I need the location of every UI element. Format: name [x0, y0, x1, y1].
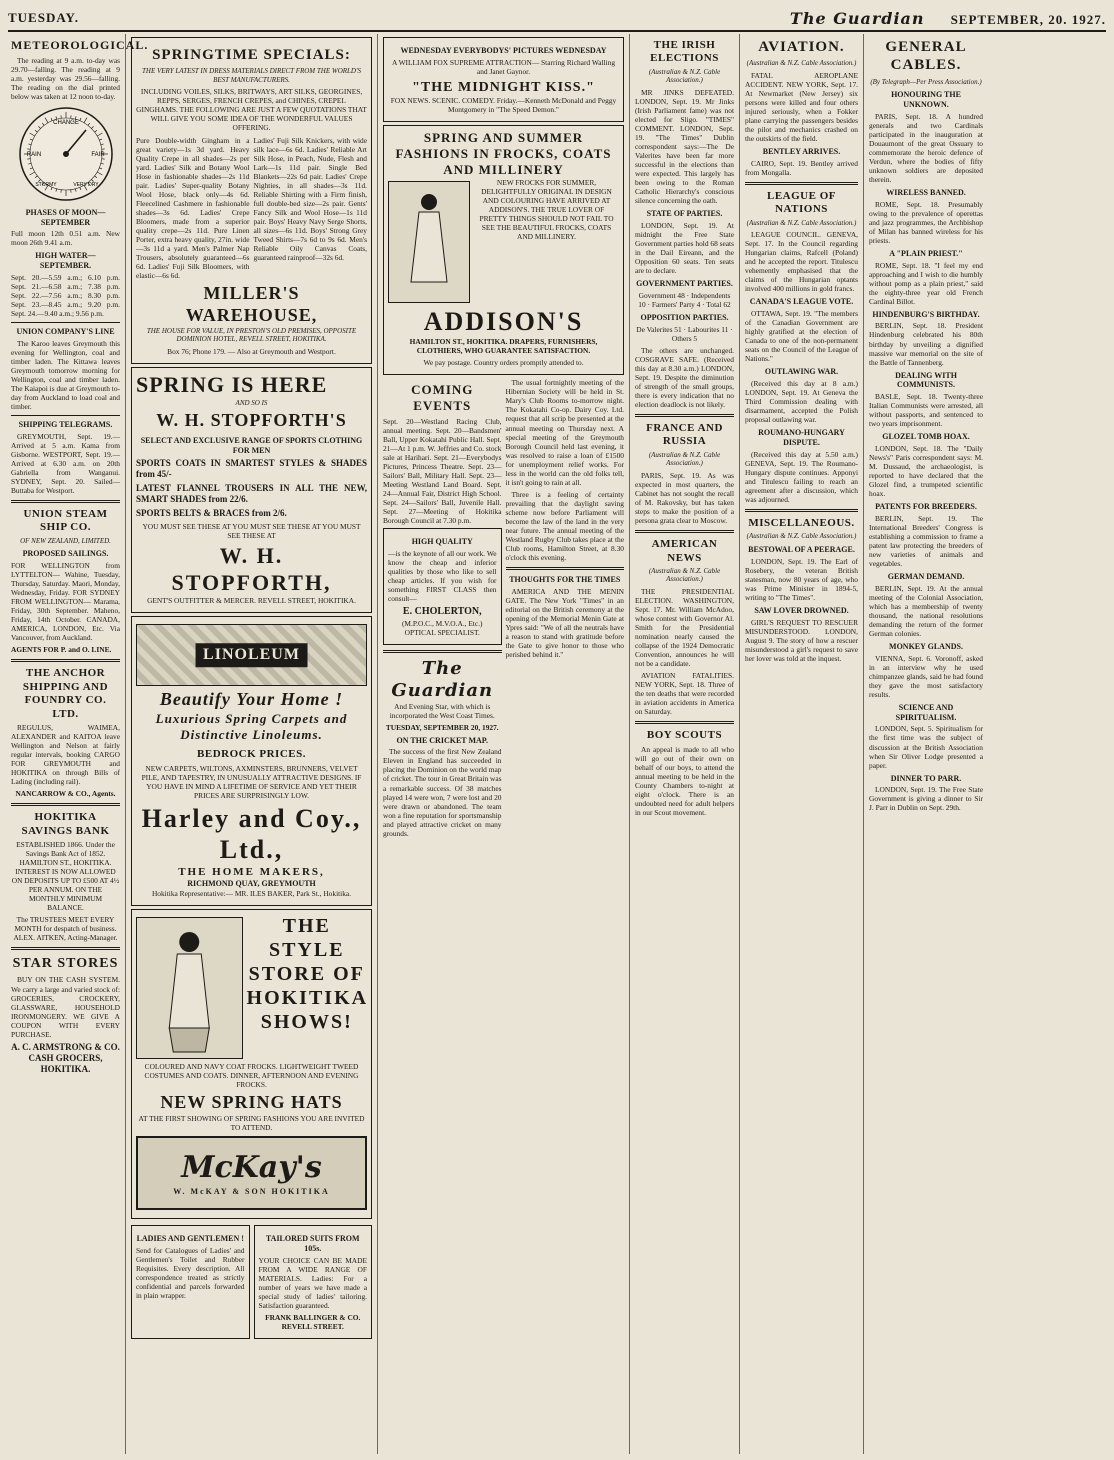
- anchor-text: REGULUS, WAIMEA, ALEXANDER and KAITOA leave Wellington and Nelson at fairly regular intervals, booking CARGO FOR GREYMOUTH and HOKITIKA on through Bills of Lading (including rail).: [11, 723, 120, 787]
- communists-heading: DEALING WITH COMMUNISTS.: [895, 370, 957, 390]
- star-stores-heading: STAR STORES: [12, 956, 119, 972]
- communists-text: BASLE, Sept. 18. Twenty-three Italian Communists were arrested, all without passports, and sentenced to two years imprisonment.: [869, 392, 983, 429]
- linoleum-subheading: Luxurious Spring Carpets and Distinctive Linoleums.: [155, 711, 348, 743]
- guardian-article-text: The success of the first New Zealand Eleven in England has succeeded in placing the Dominion on the world map of cricket. The tour in Great Britain was a remarkable success. Of 38 matches played 14 were won, 7 were lost and 20 were drawn or abandoned. The team won a fine reputation for sportsmanship and played attractive cricket on many grounds.: [383, 747, 502, 838]
- state-heading: STATE OF PARTIES.: [646, 209, 723, 219]
- harley-subheading: THE HOME MAKERS,: [178, 866, 325, 879]
- anchor-agent: NANCARROW & CO., Agents.: [15, 789, 116, 799]
- dinner-heading: DINNER TO PARR.: [890, 773, 962, 783]
- science-text: LONDON, Sept. 5. Spiritualism for the first time was the subject of discussion at the British Association when Sir Oliver Lodge presented a paper.: [869, 724, 983, 770]
- springtime-items-left: Pure Double-width Gingham in a great variety—1s 3d yard. Heavy Quality Crepe in all shades—2s per yard. Ladies' Silk and Botany Wool Hose in fashionable shades—2s 11d pair. Ladies' Super-quality Botany Wool Hose, black only—4s 6d. Fleecelined Cashmere in fashionable shades—3s 6d. Ladies' Crepe Bloomers, made from a superior quality crepe—2s 11d. Pure Linen Porter, extra heavy quality, 27in. wide—3s 11d a yard. Men's Palmer Nap Trousers, absolutely guaranteed—6s 6d. Ladies' Fuji Silk Bloomers, with elastic—6s 6d.: [136, 135, 250, 280]
- usco-subheading: OF NEW ZEALAND, LIMITED.: [20, 536, 111, 545]
- stopforth-footer: GENT'S OUTFITTER & MERCER. REVELL STREET, HOKITIKA.: [147, 596, 356, 606]
- patents-heading: PATENTS FOR BREEDERS.: [875, 502, 977, 512]
- linoleum-logo: LINOLEUM: [195, 644, 308, 668]
- aviation-heading: AVIATION.: [758, 39, 845, 55]
- miscellaneous-heading: MISCELLANEOUS.: [748, 516, 855, 529]
- star-stores-text: BUY ON THE CASH SYSTEM. We carry a large and varied stock of: GROCERIES, CROCKERY, GLASSWARE, HOUSEHOLD IRONMONGERY. WE GIVE A COUPON WITH EVERY PURCHASE.: [11, 975, 120, 1039]
- column-4: [630, 34, 740, 1454]
- dial-label-change: CHANGE: [52, 119, 79, 126]
- pictures-ad: [383, 37, 624, 122]
- stopforth-ad: [131, 367, 372, 613]
- science-heading: SCIENCE AND SPIRITUALISM.: [895, 702, 957, 722]
- savings-heading: HOKITIKA SAVINGS BANK: [21, 811, 110, 837]
- stopforth-name: W. H. STOPFORTH'S: [156, 410, 347, 431]
- patents-text: BERLIN, Sept. 19. The International Breeders' Congress is establishing a commission to frame a patent law protecting the breeders of new varieties of animals and vegetables.: [869, 513, 983, 569]
- column-3: [378, 34, 630, 1454]
- league-heading: LEAGUE OF NATIONS: [767, 189, 836, 216]
- union-text: The Karoo leaves Greymouth this evening for Wellington, coal and timber laden. The Kittawa leaves Greymouth tomorrow morning for Wellington, coal and timber laden. The Kaiapoi is due at Greymouth to-day from Auckland to load coal and timber.: [11, 338, 120, 411]
- savings-text: ESTABLISHED 1866. Under the Savings Bank Act of 1852. HAMILTON ST., HOKITIKA. INTEREST IS NOW ALLOWED ON DEPOSITS UP TO £500 AT 4½ PER ANNUM. ON THE MONTHLY MINIMUM BALANCE.: [11, 840, 120, 913]
- peerage-heading: BESTOWAL OF A PEERAGE.: [748, 544, 855, 554]
- coming-events-heading: COMING EVENTS: [411, 382, 474, 414]
- column-5: [740, 34, 864, 1454]
- masthead-day: TUESDAY.: [8, 10, 79, 25]
- general-cables-heading: GENERAL CABLES.: [885, 39, 967, 74]
- style-store-ad: [131, 909, 372, 1219]
- irish-heading: THE IRISH ELECTIONS: [650, 39, 719, 65]
- usco-agents: AGENTS FOR P. and O. LINE.: [11, 645, 112, 655]
- stopforth-range: SELECT AND EXCLUSIVE RANGE OF SPORTS CLOTHING FOR MEN: [140, 436, 363, 456]
- mckay-logo: [136, 1136, 367, 1210]
- cholerton-text: —is the keynote of all our work. We know the cheap and inferior qualities by those who like to sell cheap articles. If you wish for something FIRST CLASS then consult—: [388, 549, 497, 604]
- stopforth-see: YOU MUST SEE THESE AT YOU MUST SEE THESE AT YOU MUST SEE THESE AT: [142, 521, 361, 540]
- springtime-items-right: Ladies' Fuji Silk Knickers, with wide silk lace—6s 6d. Ladies' Reliable Art Silk Hose, in Peach, Nude, Flesh and Lark—1s 11d pair. Single Bed Blankets—22s 6d pair. Ladies' Crepe Nighties, in all shades—3s 11d. Reliable Shirting with a Firm finish, full double-bed size—2s pair. Gents' Fancy Silk and Wool Hose—1s 11d pair. Boys' Heavy Navy Serge Shorts, all sizes—6s 11d. Boys' Strong Grey Tweed Shirts—7s 6d to 9s 6d. Men's Reliable Oily Canvas Coats, guaranteed rainproof—32s 6d.: [253, 135, 367, 262]
- government-heading: GOVERNMENT PARTIES.: [636, 279, 733, 289]
- honouring-heading: HONOURING THE UNKNOWN.: [891, 90, 961, 109]
- plain-priest-text: ROME, Sept. 18. "I feel my end approaching and I wish to die humbly without pomp as a plain priest," said the eighty-three year old French Cardinal Billot.: [869, 260, 983, 306]
- peerage-text: LONDON, Sept. 19. The Earl of Rosebery, the veteran British statesman, now 80 years of age, who was Prime Minister in 1894-5, writing to "The Times".: [745, 556, 858, 602]
- bentley-heading: BENTLEY ARRIVES.: [762, 147, 841, 157]
- millers-heading: MILLER'S WAREHOUSE,: [185, 283, 318, 325]
- dial-label-very-dry: VERY DRY: [72, 181, 99, 188]
- american-heading: AMERICAN NEWS: [651, 538, 718, 564]
- irish-text: MR JINKS DEFEATED. LONDON, Sept. 19. Mr Jinks (Irish Parliament fame) was not elected for Sligo. "TIMES" COMMENT. LONDON, Sept. 19. "The Times" Dublin correspondent says:—The De Valerites have been far more successful in the elections than were expected. This largely has been owing to the Roman Catholic Hierarchy's conscious silence concerning the oath.: [635, 87, 734, 206]
- ladies-text: Send for Catalogues of Ladies' and Gentlemen's Toilet and Rubber Requisites. Every description. All correspondence treated as strictly confidential and parcels forwarded in plain wrapper.: [136, 1246, 245, 1301]
- dial-label-stormy: STORMY: [34, 181, 57, 188]
- masthead: [8, 6, 1106, 32]
- addison-name: ADDISON'S: [423, 306, 584, 336]
- guardian-article-heading: ON THE CRICKET MAP.: [396, 735, 488, 745]
- guardian-heading: The Guardian: [391, 657, 494, 701]
- thoughts-heading: THOUGHTS FOR THE TIMES: [509, 574, 621, 584]
- ladies-gentlemen-ad: [131, 1225, 250, 1339]
- linoleum-ad: [131, 616, 372, 906]
- phases-text: Full moon 12th 0.51 a.m. New moon 26th 9.41 a.m.: [11, 229, 120, 248]
- german-demand-heading: GERMAN DEMAND.: [887, 572, 965, 582]
- state-text: LONDON, Sept. 19. At midnight the Free State Government parties hold 68 seats in the Dail Eireann, and the Opposition 60 seats. Ten seats are to declare.: [635, 221, 734, 276]
- stopforth-flannel: LATEST FLANNEL TROUSERS IN ALL THE NEW, SMART SHADES from 22/6.: [136, 482, 367, 504]
- linoleum-tagline: Beautify Your Home !: [159, 689, 344, 710]
- boy-scouts-heading: BOY SCOUTS: [646, 729, 723, 742]
- guardian-date: TUESDAY, SEPTEMBER 20, 1927.: [385, 722, 499, 732]
- opposition-rows: De Valerites 51 · Labourites 11 · Others 5: [636, 324, 733, 343]
- high-water-text: Sept. 20.—5.59 a.m.; 6.10 p.m. Sept. 21.—6.58 a.m.; 7.38 p.m. Sept. 22.—7.56 a.m.; 8.30 p.m. Sept. 23.—8.45 a.m.; 9.20 p.m. Sept. 24.—9.40 a.m.; 9.56 p.m.: [11, 272, 120, 318]
- fashion-illustration: [136, 917, 243, 1059]
- shipping-heading: SHIPPING TELEGRAMS.: [18, 420, 113, 429]
- canada-text: OTTAWA, Sept. 19. "The members of the Canadian Government are highly gratified at the election of Canada to one of the non-permanent seats on the Council of the League of Nations.": [745, 309, 858, 364]
- hindenburg-heading: HINDENBURG'S BIRTHDAY.: [872, 309, 980, 319]
- general-cables-subheading: (By Telegraph—Per Press Association.): [870, 77, 982, 86]
- usco-proposed: PROPOSED SAILINGS.: [22, 549, 109, 559]
- saw-lover-text: GIRL'S REQUEST TO RESCUER MISUNDERSTOOD. LONDON, August 9. The story of how a rescuer misunderstood a girl's request to save her lover was told at the inquest.: [745, 617, 858, 663]
- miscellaneous-subheading: (Australian & N.Z. Cable Association.): [746, 532, 857, 541]
- government-rows: Government 48 · Independents 10 · Farmers' Party 4 · Total 62: [638, 290, 731, 309]
- american-text: THE PRESIDENTIAL ELECTION. WASHINGTON, Sept. 17. Mr. William McAdoo, whose contest with Governor Al. Smith for the Presidential nomination nearly caused the collapse of the 1924 Democratic Convention, announces he will not be a candidate.: [635, 587, 734, 669]
- addison-footer: We pay postage. Country orders promptly attended to.: [423, 358, 584, 368]
- bedrock-heading: BEDROCK PRICES.: [197, 748, 306, 761]
- opposition-heading: OPPOSITION PARTIES.: [640, 313, 729, 323]
- union-heading: UNION COMPANY'S LINE: [16, 327, 115, 336]
- cholerton-heading: HIGH QUALITY: [411, 537, 473, 547]
- masthead-paper-title: The Guardian: [789, 8, 925, 28]
- france-heading: FRANCE AND RUSSIA: [646, 422, 723, 448]
- usco-heading: UNION STEAM SHIP CO.: [23, 507, 108, 534]
- phases-heading: PHASES OF MOON—SEPTEMBER: [25, 207, 106, 227]
- woman-figure-icon: [137, 918, 242, 1058]
- coming-events-text: Sept. 20—Westland Racing Club, annual meeting. Sept. 20—Bandsmen' Ball, Upper Kokatahi Public Hall. Sept. 21—At 1 p.m. W. Jeffries and Co. stock sale at Harihari. Sept. 21—Everybodys Pictures, Princess Theatre. Sept. 23—Sailors' Ball, Military Hall. Sept. 23—Meeting Westland Land Board. Sept. 24—Annual Fair, District High School. Sept. 24—Sailors' Ball, Juvenile Hall. Sept. 27—Meeting of Hokitika Borough Council at 7.30 p.m.: [383, 417, 502, 526]
- star-stores-footer: A. C. ARMSTRONG & CO. CASH GROCERS, HOKITIKA.: [11, 1041, 120, 1074]
- monkey-glands-heading: MONKEY GLANDS.: [889, 642, 963, 652]
- millers-subheading: THE HOUSE FOR VALUE, IN PRESTON'S OLD PREMISES, OPPOSITE DOMINION HOTEL, REVELL STREET, HOKITIKA.: [146, 326, 357, 344]
- springtime-subheading: THE VERY LATEST IN DRESS MATERIALS DIRECT FROM THE WORLD'S BEST MANUFACTURERS.: [142, 67, 361, 84]
- savings-trustees: The TRUSTEES MEET EVERY MONTH for despatch of business. ALEX. AITKEN, Acting-Manager.: [13, 915, 118, 943]
- stopforth-and-so-is: AND SO IS: [235, 398, 268, 407]
- style-store-heading: THE STYLE STORE OF HOKITIKA SHOWS!: [246, 915, 369, 1034]
- addison-address: HAMILTON ST., HOKITIKA. DRAPERS, FURNISHERS, CLOTHIERS, WHO GUARANTEE SATISFACTION.: [409, 337, 598, 356]
- mckay-name: McKay's: [181, 1150, 322, 1186]
- linoleum-illustration: [136, 624, 367, 686]
- glozel-heading: GLOZEL TOMB HOAX.: [882, 432, 970, 442]
- boy-scouts-text: An appeal is made to all who will go out of their own on behalf of our boys, to attend the annual meeting to be held in the County Chambers to-night at eight o'clock. There is an undoubted need for adult helpers in our Scout movement.: [635, 744, 734, 818]
- usco-text: FOR WELLINGTON from LYTTELTON— Wahine, Tuesday, Thursday, Saturday. Maori, Monday, Wednesday, Friday. FOR SYDNEY FROM WELLINGTON— Marama, Friday, 30th September. Maheno, Friday, 14th October. CANADA, AMERICA, LONDON, Etc. Via Vancouver, from Auckland.: [11, 561, 120, 643]
- tailored-heading: TAILORED SUITS FROM 105s.: [265, 1234, 360, 1254]
- column-1: [6, 34, 149, 1454]
- guardian-subheading: And Evening Star, with which is incorporated the West Coast Times.: [389, 701, 495, 720]
- aviation-fatalities: AVIATION FATALITIES. NEW YORK, Sept. 18. Three of the ten deaths that were recorded in aviation accidents in America on Saturday.: [635, 671, 734, 717]
- mckay-tagline: W. McKAY & SON HOKITIKA: [173, 1186, 330, 1196]
- harley-heading: Harley and Coy., Ltd.,: [141, 803, 362, 865]
- tailored-footer: FRANK BALLINGER & CO. REVELL STREET.: [265, 1313, 361, 1332]
- france-subheading: (Australian & N.Z. Cable Association.): [648, 450, 721, 468]
- aviation-subheading: (Australian & N.Z. Cable Association.): [746, 59, 857, 68]
- style-store-text: COLOURED AND NAVY COAT FROCKS. LIGHTWEIGHT TWEED COSTUMES AND COATS. DINNER, AFTERNOON AND EVENING FROCKS.: [144, 1062, 359, 1090]
- spring-hats-heading: NEW SPRING HATS: [160, 1092, 343, 1113]
- irish-subheading: (Australian & N.Z. Cable Association.): [648, 67, 721, 85]
- local-news-text: The usual fortnightly meeting of the Hibernian Society will be held in St. Mary's Club Rooms to-morrow night. The Kokatahi Co-op. Dairy Coy. Ltd. request that all scrip be presented at the annual meeting on Thursday next. A special meeting of the Greymouth Borough Council held last evening, it was resolved to raise a loan of £1500 for unemployment relief works. For less in the world can the old folks tell, it isn't going to rain at all.: [505, 378, 624, 487]
- aviation-text: FATAL AEROPLANE ACCIDENT. NEW YORK, Sept. 17. At Newmarket (New Jersey) six persons were killed and four others injured seriously, when a Fokker plane carrying the passengers besides the pilot and mechanics crashed on the outskirts of the field.: [745, 70, 858, 144]
- cholerton-name: E. CHOLERTON,: [402, 606, 482, 618]
- meteorological-heading: METEOROLOGICAL.: [11, 38, 149, 52]
- german-demand-text: BERLIN, Sept. 19. At the annual meeting of the Colonial Association, which has a membership of twenty thousand, the national resolutions demanding the return of the former German colonies.: [869, 583, 983, 638]
- monkey-glands-text: VIENNA, Sept. 6. Voronoff, asked in an interview why he used chimpanzee glands, said he had found they gave the most satisfactory results.: [869, 653, 983, 699]
- tailored-text: YOUR CHOICE CAN BE MADE FROM A WIDE RANGE OF MATERIALS. Ladies: For a number of years we have made a special study of ladies' tailoring. Satisfaction guaranteed.: [258, 1255, 367, 1311]
- addison-illustration: [388, 181, 470, 303]
- thoughts-text: AMERICA AND THE MENIN GATE. The New York "Times" in an editorial on the British ceremony at the opening of the Memorial Menin Gate at Ypres said: "We of all the neutrals have a reason to stand with gratitude before the Gate to give honor to those who perished behind it.": [505, 586, 624, 659]
- harley-representative: Hokitika Representative:— MR. ILES BAKER, Park St., Hokitika.: [151, 889, 352, 899]
- addison-heading: SPRING AND SUMMER FASHIONS IN FROCKS, COATS AND MILLINERY: [395, 129, 612, 177]
- honouring-text: PARIS, Sept. 18. A hundred generals and two Cardinals participated in the inauguration at Douaumont of the great Ossuary to commemorate the heroic defence of Verdun, where the bodies of fifty unknown soldiers are deposited therein.: [869, 111, 983, 184]
- springtime-specials-ad: [131, 37, 372, 364]
- barometer-dial: [16, 104, 116, 204]
- spring-hats-text: AT THE FIRST SHOWING OF SPRING FASHIONS YOU ARE INVITED TO ATTEND.: [138, 1114, 365, 1133]
- glozel-text: LONDON, Sept. 18. The "Daily News's" Paris correspondent says: M. M. Dussaud, the archaeologist, is reported to have declared that the Glozel find, a trumpeted scientific hoax.: [869, 443, 983, 499]
- bentley-text: CAIRO, Sept. 19. Bentley arrived from Mongalla.: [745, 158, 858, 177]
- ladies-heading: LADIES AND GENTLEMEN !: [136, 1234, 244, 1244]
- dinner-text: LONDON, Sept. 19. The Free State Government is giving a dinner to Sir J. Parr in Dublin on Sept. 29th.: [869, 785, 983, 813]
- addison-ad: [383, 125, 624, 375]
- meteorological-text: The reading at 9 a.m. to-day was 29.70—falling. The reading at 9 a.m. yesterday was 29.56—falling. The reading on the dial printed below was taken at 12 noon to-day.: [11, 55, 120, 101]
- pictures-heading: WEDNESDAY EVERYBODYS' PICTURES WEDNESDAY: [400, 46, 607, 55]
- france-text: PARIS, Sept. 19. As was expected in most quarters, the Cabinet has not sought the recall of M. Rakovsky, but has taken steps to make the position of a persona grata clear to Moscow.: [635, 470, 734, 526]
- column-2: [126, 34, 378, 1454]
- pictures-film: "THE MIDNIGHT KISS.": [412, 79, 595, 95]
- woman-figure-icon: [389, 182, 469, 302]
- stopforth-coats: SPORTS COATS IN SMARTEST STYLES & SHADES from 45/-: [136, 457, 367, 479]
- irish-more: The others are unchanged. COSGRAVE SAFE. (Received this day at 8.30 a.m.) LONDON, Sept. 19. Despite the diminution of strength of the small groups, there is every indication that no election deadlock is not likely.: [635, 345, 734, 410]
- high-water-heading: HIGH WATER—SEPTEMBER.: [35, 251, 96, 271]
- anchor-heading: THE ANCHOR SHIPPING AND FOUNDRY CO. LTD.: [22, 667, 109, 720]
- canada-heading: CANADA'S LEAGUE VOTE.: [749, 297, 854, 307]
- cholerton-subheading: (M.P.O.C., M.V.O.A., Etc.) OPTICAL SPECIALIST.: [401, 618, 483, 637]
- dial-label-fair: FAIR: [90, 151, 105, 158]
- wireless-heading: WIRELESS BANNED.: [886, 187, 966, 197]
- plain-priest-heading: A "PLAIN PRIEST.": [889, 248, 963, 258]
- outlawing-heading: OUTLAWING WAR.: [764, 367, 839, 377]
- column-6: [864, 34, 988, 1454]
- saw-lover-heading: SAW LOVER DROWNED.: [754, 605, 849, 615]
- millers-footer: Box 76; Phone 179. — Also at Greymouth and Westport.: [167, 346, 336, 356]
- hindenburg-text: BERLIN, Sept. 18. President Hindenburg celebrated his 80th birthday by unveiling a dignified massive war memorial on the site of the Battle of Tannenberg.: [869, 321, 983, 367]
- tailored-suits-ad: [254, 1225, 373, 1339]
- local-news-text-2: Three is a feeling of certainty prevailing that the daylight saving scheme now before Parliament will become the law of the land in the very near future. The annual meeting of the Westland Rugby Club takes place at the Club rooms, Hamilton Street, at 8.30 o'clock this evening.: [505, 489, 624, 562]
- roumano-text: (Received this day at 5.50 a.m.) GENEVA, Sept. 19. The Roumano-Hungary dispute continues. Apponyi and Titulescu failing to reach an agreement after a discussion, which was adjourned.: [745, 449, 858, 504]
- pictures-footer: FOX NEWS. SCENIC. COMEDY. Friday.—Kenneth McDonald and Peggy Montgomery in "The Speed Demon.": [390, 95, 617, 114]
- springtime-text: INCLUDING VOILES, SILKS, BRITWAYS, ART SILKS, GEORGINES, REPPS, SERGES, FRENCH CREPES, and CHINES, CREPEL GINGHAMS. THE FOLLOWING ARE JUST A FEW QUOTATIONS THAT WILL GIVE YOU SOME IDEA OF THE WONDERFUL VALUES OFFERING.: [136, 87, 367, 133]
- dial-label-rain: RAIN: [26, 151, 41, 158]
- american-subheading: (Australian & N.Z. Cable Association.): [648, 566, 721, 584]
- roumano-heading: ROUMANO-HUNGARY DISPUTE.: [758, 428, 845, 448]
- shipping-text: GREYMOUTH, Sept. 19.—Arrived at 5 a.m. Kama from Gisborne. WESTPORT, Sept. 19.—Arrived at 6.30 a.m. on 20th Gabriella from Wanganui. SYDNEY, Sept. 20. Sailed—Buttaba for Westport.: [11, 431, 120, 495]
- cholerton-ad: [383, 528, 502, 644]
- springtime-heading: SPRINGTIME SPECIALS:: [152, 47, 351, 63]
- bedrock-text: NEW CARPETS, WILTONS, AXMINSTERS, BRUNNERS, VELVET PILE, AND TAPESTRY, IN UNUSUALLY ATTRACTIVE DESIGNS. IF YOU HAVE IN MIND A LIFETIME OF SERVICE AND YET THEIR PRICES ARE SURPRISINGLY LOW.: [141, 763, 362, 800]
- masthead-date: SEPTEMBER, 20. 1927.: [950, 11, 1106, 27]
- stopforth-belts: SPORTS BELTS & BRACES from 2/6.: [136, 507, 287, 518]
- stopforth-spring-heading: SPRING IS HERE: [136, 372, 328, 398]
- addison-text: NEW FROCKS FOR SUMMER, DELIGHTFULLY ORIGINAL IN DESIGN AND COLOURING HAVE ARRIVED AT ADDISON'S. THE TRUE LOVER OF PRETTY THINGS SHOULD NOT FAIL TO SEE THE BEAUTIFUL FROCKS, COATS AND MILLINERY.: [479, 177, 614, 241]
- pictures-subheading: A WILLIAM FOX SUPREME ATTRACTION— Starring Richard Walling and Janet Gaynor.: [391, 57, 616, 76]
- wireless-text: ROME, Sept. 18. Presumably owing to the prevalence of operettas and jazz programmes, the Archbishop of Milan has banned wireless for his priests.: [869, 199, 983, 245]
- harley-address: RICHMOND QUAY, GREYMOUTH: [187, 879, 316, 889]
- outlawing-text: (Received this day at 8 a.m.) LONDON, Sept. 19. At Geneva the Third Commission dealing with disarmament, accepted the Polish proposal outlawing war.: [745, 379, 858, 425]
- stopforth-footer-name: W. H. STOPFORTH,: [171, 542, 332, 595]
- league-subheading: (Australian & N.Z. Cable Association.): [746, 218, 857, 227]
- league-text: LEAGUE COUNCIL. GENEVA, Sept. 17. In the Council regarding Hungarian claims, Rafcell (Poland) and he accepted the report. Titulescu vehemently emphasised that the claims of the Hungarian optants involved 400 millions in gold francs.: [745, 230, 858, 294]
